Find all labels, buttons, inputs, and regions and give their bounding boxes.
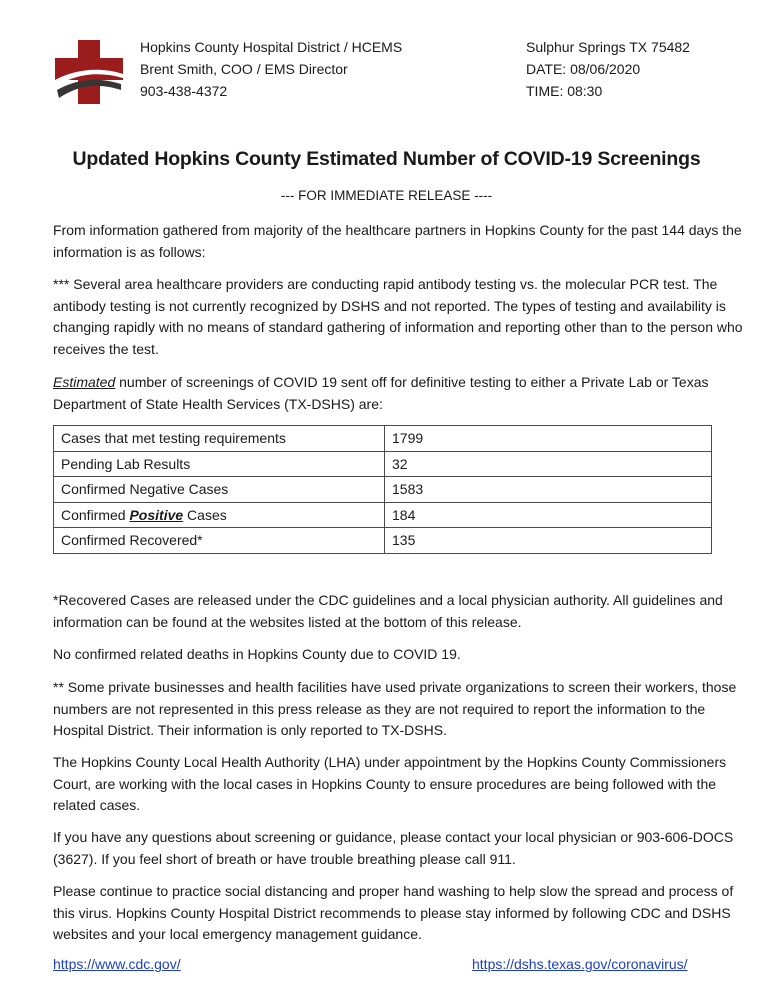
header-city: Sulphur Springs TX 75482 bbox=[526, 39, 690, 55]
closing-text: Please continue to practice social distancing and proper hand washing to help slow the spread and process of this virus. Hopkins County Hospital District recommends to please stay informed by following CDC and DSHS websites and your local emergency management guidance. bbox=[53, 883, 734, 942]
table-row bbox=[54, 528, 712, 554]
table-cell-label: Confirmed Recovered* bbox=[54, 528, 385, 554]
antibody-text: *** Several area healthcare providers are conducting rapid antibody testing vs. the molecular PCR test. The antibody testing is not currently recognized by DSHS and not reported. The types of testing and availability is changing rapidly with no means of standard gathering of information and reporting other than to the person who receives the test. bbox=[53, 276, 743, 357]
private-paragraph bbox=[53, 677, 743, 742]
table-cell-value: 135 bbox=[385, 528, 712, 554]
header-time: TIME: 08:30 bbox=[526, 83, 603, 99]
header-date: DATE: 08/06/2020 bbox=[526, 61, 641, 77]
estimated-paragraph bbox=[53, 372, 743, 415]
header-org: Hopkins County Hospital District / HCEMS bbox=[140, 39, 403, 55]
document-title: Updated Hopkins County Estimated Number of COVID-19 Screenings bbox=[72, 148, 701, 170]
table-cell-value: 1799 bbox=[385, 426, 712, 452]
header-meta-block bbox=[526, 36, 690, 102]
table-row bbox=[54, 502, 712, 528]
closing-paragraph bbox=[53, 881, 743, 946]
deaths-paragraph bbox=[53, 644, 743, 666]
table-cell-label: Confirmed Negative Cases bbox=[54, 477, 385, 503]
table-cell-label bbox=[54, 502, 385, 528]
table-cell-value: 1583 bbox=[385, 477, 712, 503]
deaths-text: No confirmed related deaths in Hopkins County due to COVID 19. bbox=[53, 646, 461, 662]
dshs-link[interactable]: https://dshs.texas.gov/coronavirus/ bbox=[472, 956, 688, 972]
table-row bbox=[54, 451, 712, 477]
screening-counts-table bbox=[53, 425, 712, 554]
lha-paragraph bbox=[53, 752, 743, 817]
hospital-cross-logo bbox=[55, 40, 123, 104]
cdc-link[interactable]: https://www.cdc.gov/ bbox=[53, 956, 181, 972]
questions-paragraph bbox=[53, 827, 743, 870]
table-cell-label: Pending Lab Results bbox=[54, 451, 385, 477]
recovered-text: *Recovered Cases are released under the CDC guidelines and a local physician authority. All guidelines and information can be found at the websites listed at the bottom of this release. bbox=[53, 592, 723, 630]
intro-text: From information gathered from majority of the healthcare partners in Hopkins County for the past 144 days the information is as follows: bbox=[53, 222, 742, 260]
header-contact-block bbox=[140, 36, 402, 102]
table-row bbox=[54, 426, 712, 452]
table-row bbox=[54, 477, 712, 503]
release-subtitle: --- FOR IMMEDIATE RELEASE ---- bbox=[280, 188, 493, 203]
table-cell-label: Cases that met testing requirements bbox=[54, 426, 385, 452]
questions-text: If you have any questions about screening or guidance, please contact your local physician or 903-606-DOCS (3627). If you feel short of breath or have trouble breathing please call 911. bbox=[53, 829, 734, 867]
estimated-rest: number of screenings of COVID 19 sent off for definitive testing to either a Private Lab or Texas Department of State Health Services (TX-DSHS) are: bbox=[53, 374, 709, 412]
table-cell-value: 32 bbox=[385, 451, 712, 477]
header-phone: 903-438-4372 bbox=[140, 83, 228, 99]
label-post: Cases bbox=[183, 506, 227, 523]
estimated-text bbox=[53, 372, 743, 415]
estimated-emphasis: Estimated bbox=[53, 374, 116, 390]
table-cell-value: 184 bbox=[385, 502, 712, 528]
intro-paragraph bbox=[53, 220, 743, 263]
lha-text: The Hopkins County Local Health Authority (LHA) under appointment by the Hopkins County Commissioners Court, are working with the local cases in Hopkins County to ensure procedures are being followed with the related cases. bbox=[53, 754, 727, 813]
positive-emphasis: Positive bbox=[129, 506, 184, 523]
recovered-paragraph bbox=[53, 590, 743, 633]
private-text: ** Some private businesses and health facilities have used private organizations to screen their workers, those numbers are not represented in this press release as they are not required to report the information to the Hospital District. Their information is only reported to TX-DSHS. bbox=[53, 679, 737, 738]
header-contact: Brent Smith, COO / EMS Director bbox=[140, 61, 348, 77]
antibody-paragraph bbox=[53, 274, 743, 360]
label-pre: Confirmed bbox=[61, 506, 130, 523]
